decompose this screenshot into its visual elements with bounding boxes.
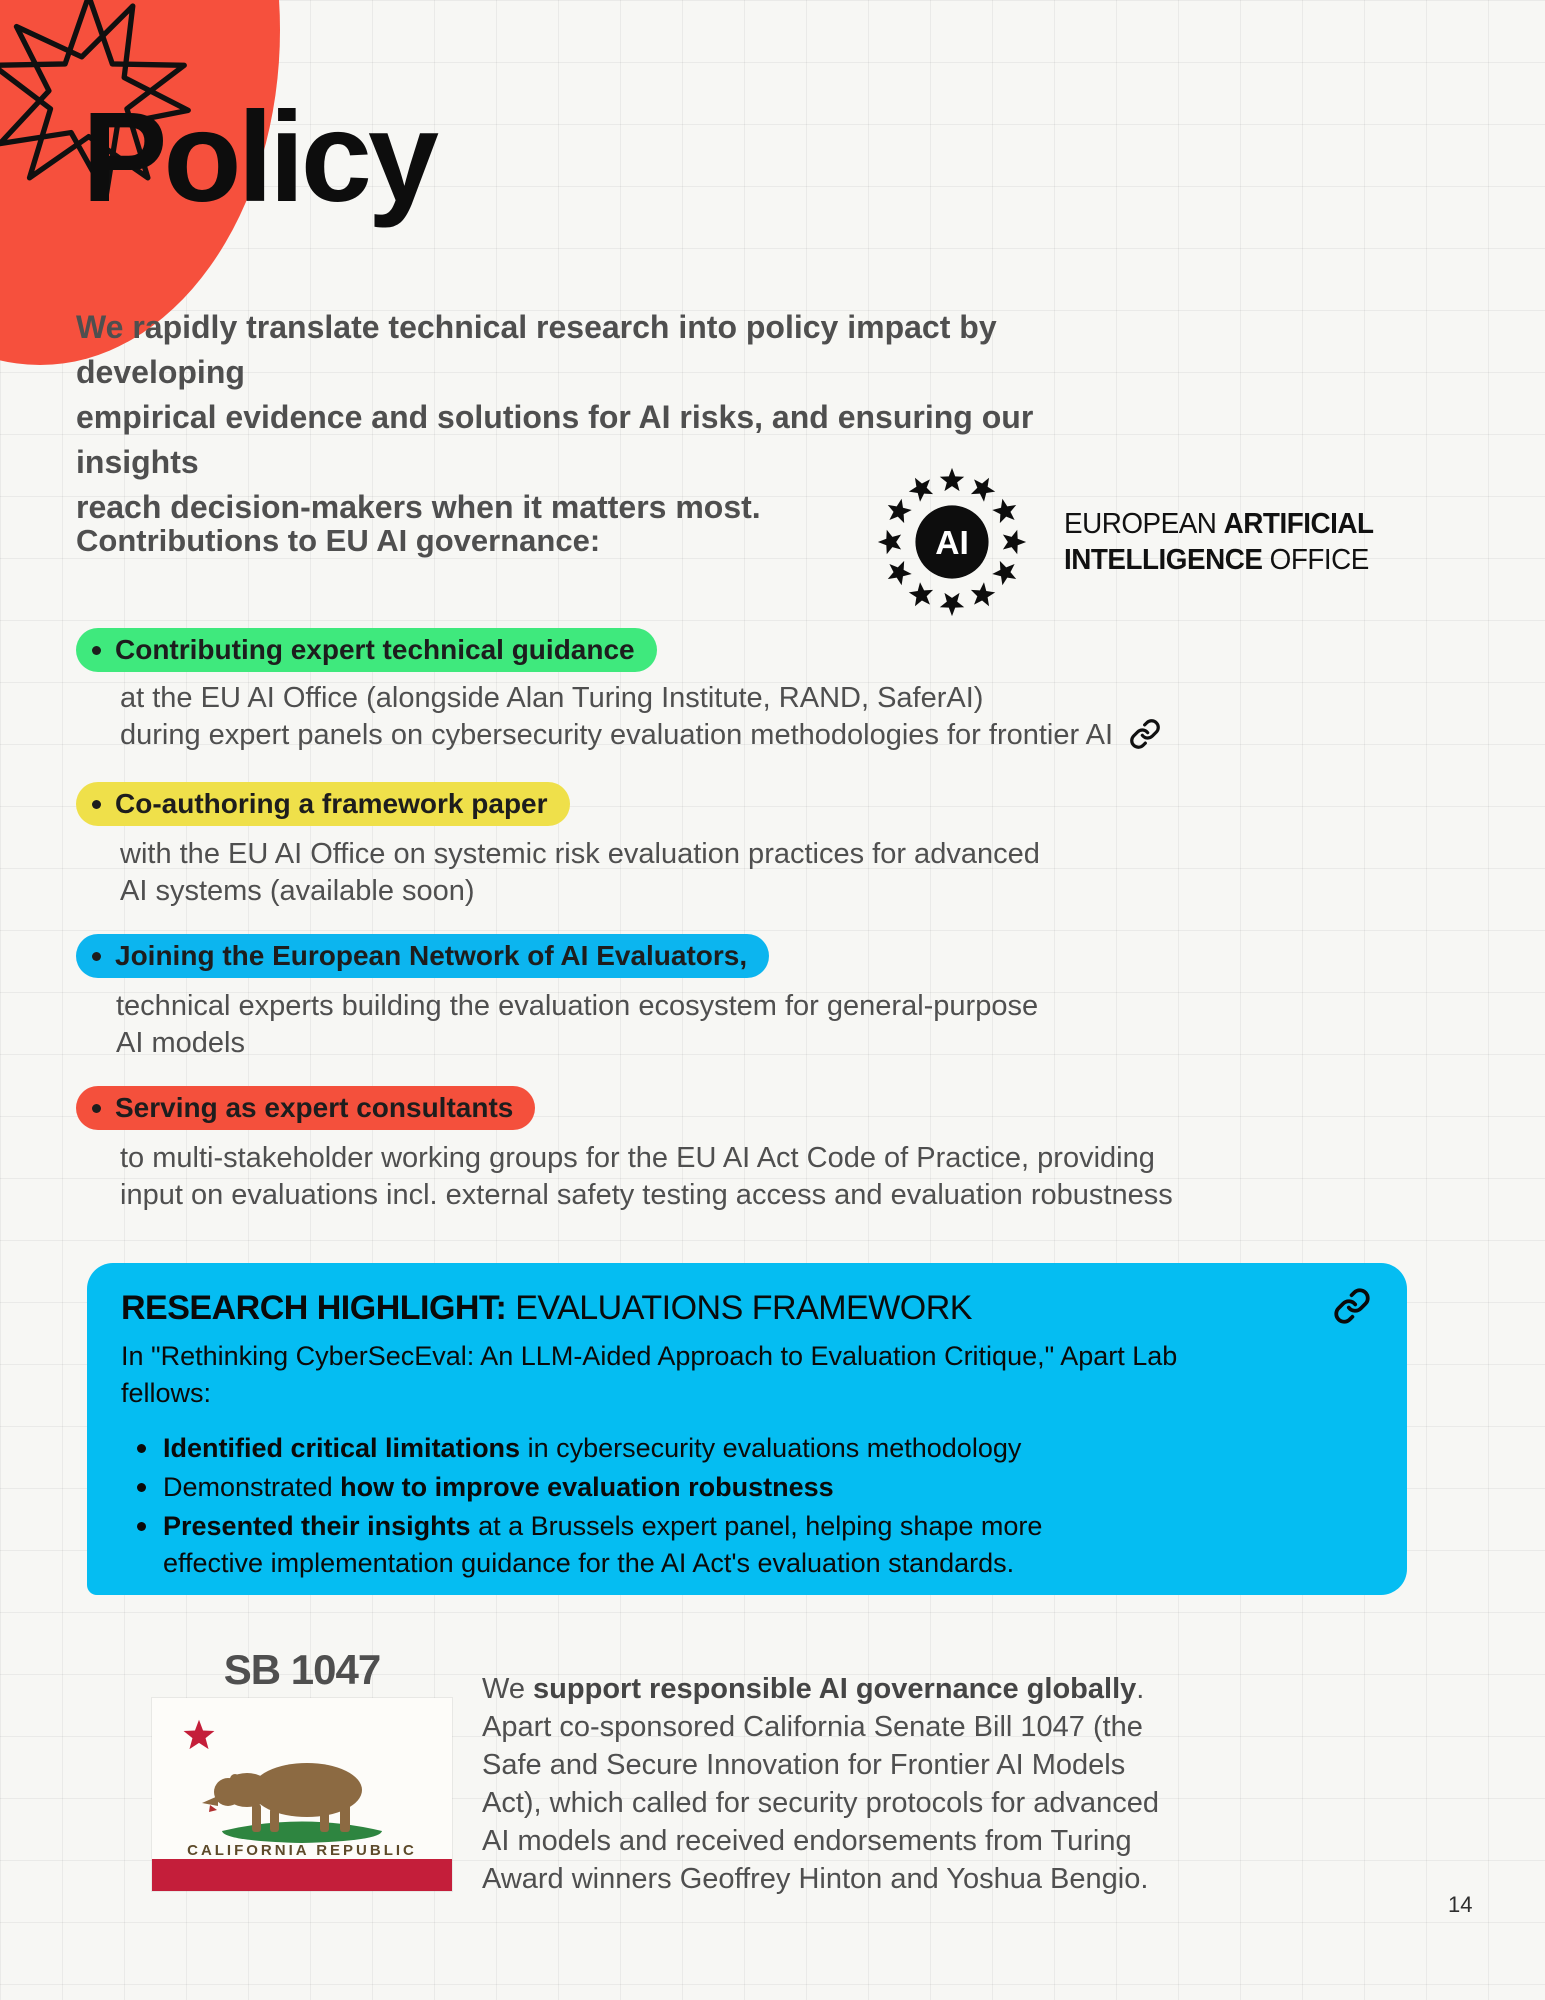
bullet-body xyxy=(120,680,1161,754)
eu-stars-ai-icon xyxy=(868,458,1036,626)
body-line: input on evaluations incl. external safety testing access and evaluation robustness xyxy=(120,1179,1173,1211)
flag-caption: CALIFORNIA REPUBLIC xyxy=(187,1842,417,1859)
bullet-dot xyxy=(92,952,101,961)
sb1047-paragraph: We support responsible AI governance globally. Apart co-sponsored California Senate Bill 1047 (the Safe and Secure Innovation for Frontier AI Models Act), which called for security protocols for advanced AI models and received endorsements from Turing Award winners Geoffrey Hinton and Yoshua Bengio. xyxy=(482,1673,1159,1895)
highlight-pill-network-evaluators xyxy=(76,934,769,978)
bullet-body xyxy=(116,988,1038,1062)
pill-label: Serving as expert consultants xyxy=(115,1092,514,1123)
bullet-dot xyxy=(92,800,101,809)
card-bullet: Presented their insights at a Brussels expert panel, helping shape more effective implementation guidance for the AI Act's evaluation standards. xyxy=(121,1508,1131,1582)
body-line: during expert panels on cybersecurity evaluation methodologies for frontier AI xyxy=(120,717,1161,754)
bullet-dot xyxy=(92,1104,101,1113)
eu-office-wordmark: EUROPEAN ARTIFICIAL INTELLIGENCE OFFICE xyxy=(1064,508,1374,576)
intro-line: empirical evidence and solutions for AI risks, and ensuring our insights xyxy=(76,399,1034,480)
page-number: 14 xyxy=(1448,1892,1473,1917)
bullet-dot xyxy=(92,646,101,655)
bullet-body xyxy=(120,836,1040,910)
eu-governance-heading: Contributions to EU AI governance: xyxy=(76,523,601,558)
intro-line: reach decision-makers when it matters most. xyxy=(76,489,761,525)
link-icon[interactable] xyxy=(1333,1287,1371,1325)
highlight-pill-expert-consultants xyxy=(76,1086,535,1130)
card-title: RESEARCH HIGHLIGHT: EVALUATIONS FRAMEWORK xyxy=(121,1289,972,1327)
highlight-pill-framework-paper xyxy=(76,782,570,826)
flag-red-stripe xyxy=(152,1859,452,1891)
page-title: Policy xyxy=(82,86,436,229)
body-line: AI systems (available soon) xyxy=(120,875,475,907)
card-bullet: Identified critical limitations in cybersecurity evaluations methodology xyxy=(121,1430,1131,1467)
highlight-pill-technical-guidance xyxy=(76,628,657,672)
pill-label: Contributing expert technical guidance xyxy=(115,634,635,665)
bullet-body xyxy=(120,1140,1173,1214)
eu-ai-badge-text: AI xyxy=(935,524,969,562)
card-bullet-list xyxy=(121,1430,1367,1582)
body-line: at the EU AI Office (alongside Alan Turing Institute, RAND, SaferAI) xyxy=(120,682,984,714)
body-line: to multi-stakeholder working groups for the EU AI Act Code of Practice, providing xyxy=(120,1142,1155,1174)
link-icon[interactable] xyxy=(1129,718,1161,750)
body-line: technical experts building the evaluation ecosystem for general-purpose xyxy=(116,990,1039,1022)
eu-ai-office-logo xyxy=(868,458,1428,626)
sb1047-heading: SB 1047 xyxy=(223,1646,381,1693)
card-intro: In "Rethinking CyberSecEval: An LLM-Aided Approach to Evaluation Critique," Apart Lab fellows: xyxy=(121,1341,1178,1408)
body-line: with the EU AI Office on systemic risk evaluation practices for advanced xyxy=(120,838,1040,870)
research-highlight-card xyxy=(87,1263,1407,1595)
intro-line: We rapidly translate technical research into policy impact by developing xyxy=(76,309,997,390)
pill-label: Co-authoring a framework paper xyxy=(115,788,548,819)
card-bullet: Demonstrated how to improve evaluation robustness xyxy=(121,1469,1131,1506)
pill-label: Joining the European Network of AI Evaluators, xyxy=(115,940,748,971)
california-flag xyxy=(152,1698,452,1891)
body-line: AI models xyxy=(116,1027,245,1059)
